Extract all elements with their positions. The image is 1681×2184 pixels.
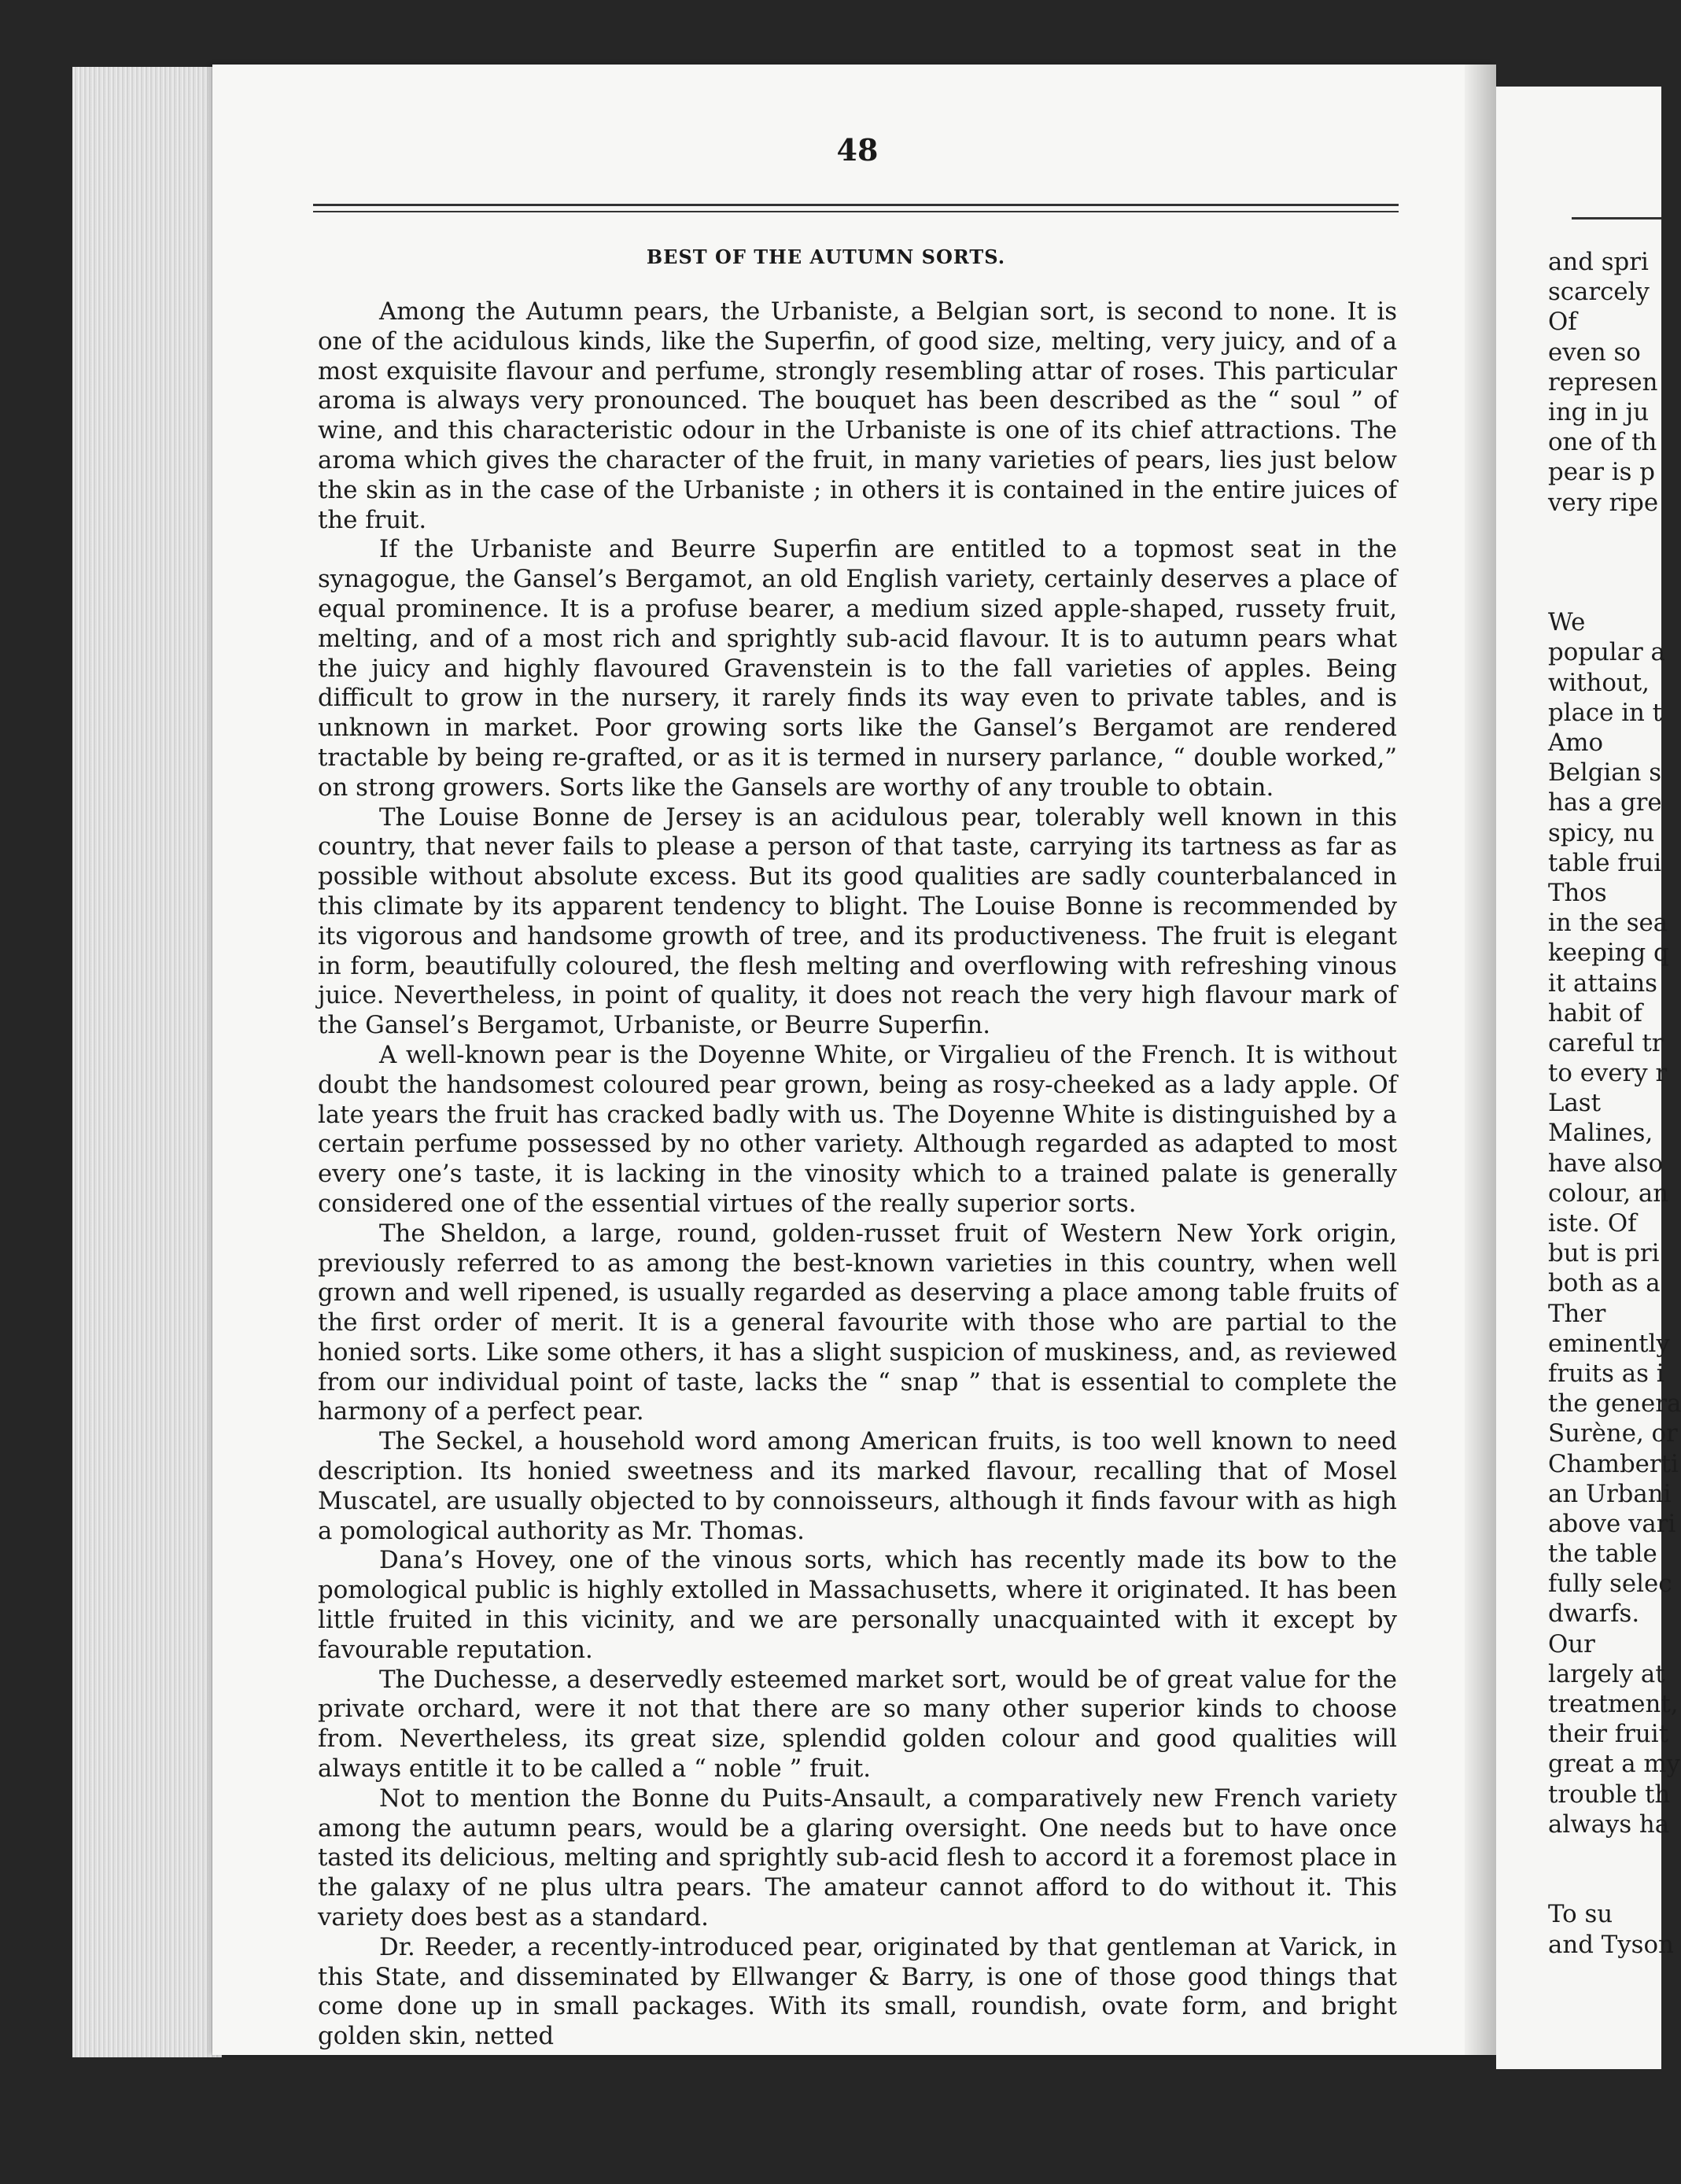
right-page-line: fully selec [1548,1570,1672,1599]
right-page-line: one of th [1548,428,1657,457]
right-page-text [1548,247,1681,1960]
right-page-line: their fruit [1548,1720,1668,1749]
right-page-line: great a my [1548,1750,1680,1779]
header-rule-bottom [313,211,1399,212]
right-page-line: dwarfs. [1548,1599,1640,1629]
right-page-line: Last [1548,1089,1601,1118]
right-page-line: treatment, [1548,1690,1679,1718]
right-page-line [1548,548,1674,577]
right-page-line: popular a [1548,638,1665,667]
right-page-line: iste. Of [1548,1209,1637,1238]
paragraph-doyenne-white: A well-known pear is the Doyenne White, or Virgalieu of the French. It is without doubt the handsomest coloured pear grown, being as rosy-cheeked as a lady apple. Of late years the fruit has cracked badly with us. The Doyenne White is distinguished by a certain perfume possessed by no other variety. Although regarded as adapted to most every one’s taste, it is lacking in the vinosity which to a trained palate is generally considered one of the essential virtues of the really superior sorts. [318,1040,1397,1218]
right-page-line [1548,1869,1674,1899]
section-title: BEST OF THE AUTUMN SORTS. [646,245,1006,268]
right-page-line: colour, an [1548,1179,1669,1208]
right-page-line: even so [1548,338,1641,367]
right-page-line: the table [1548,1540,1657,1569]
right-page-line: scarcely [1548,278,1650,307]
right-page-line: but is pri [1548,1239,1660,1268]
right-page-line: To su [1548,1900,1613,1929]
right-page-line: Belgian s [1548,758,1662,788]
right-page-line: always ha [1548,1810,1670,1839]
paragraph-sheldon: The Sheldon, a large, round, golden-russet fruit of Western New York origin, previously referred to as among the best-known varieties in this country, when well grown and well ripened, is usually regarded as deserving a place among table fruits of the first order of merit. It is a general favourite with those who are partial to the honied sorts. Like some others, it has a slight suspicion of muskiness, and, as reviewed from our individual point of taste, lacks the “ snap ” that is essential to complete the harmony of a perfect pear. [318,1219,1397,1426]
right-page-line: trouble th [1548,1780,1671,1809]
book-page-edges [72,67,222,2057]
paragraph-seckel: The Seckel, a household word among American fruits, is too well known to need description. Its honied sweetness and its marked flavour, recalling that of Mosel Muscatel, are usually objected to by connoisseurs, although it finds favour with as high a pomological authority as Mr. Thomas. [318,1427,1397,1545]
right-page-line: Our [1548,1629,1595,1658]
right-page-line: has a gre [1548,788,1662,817]
right-page-line: Malines, [1548,1119,1653,1148]
paragraph-duchesse: The Duchesse, a deservedly esteemed market sort, would be of great value for the private orchard, were it not that there are so many other superior kinds to choose from. Nevertheless, its great size, splendid golden colour and good qualities will always entitle it to be called a “ noble ” fruit. [318,1665,1397,1784]
right-page-line: without, [1548,668,1650,697]
right-page-line: largely at [1548,1659,1665,1688]
right-page-line: it attains [1548,968,1657,998]
right-page-line: and spri [1548,248,1649,276]
paragraph-urbaniste: Among the Autumn pears, the Urbaniste, a Belgian sort, is second to none. It is one of the acidulous kinds, like the Superfin, of good size, melting, very juicy, and of a most exquisite flavour and perfume, strongly resembling attar of roses. This particular aroma is always very pronounced. The bouquet has been described as the “ soul ” of wine, and this characteristic odour in the Urbaniste is one of its chief attractions. The aroma which gives the character of the fruit, in many varieties of pears, lies just below the skin as in the case of the Urbaniste ; in others it is contained in the entire juices of the fruit. [318,297,1397,534]
paragraph-danas-hovey: Dana’s Hovey, one of the vinous sorts, which has recently made its bow to the pomological public is highly extolled in Massachusetts, where it originated. It has been little fruited in this vicinity, and we are personally unacquainted with it except by favourable reputation. [318,1546,1397,1664]
right-page-line: keeping q [1548,939,1669,968]
right-page-line [1548,1839,1674,1869]
paragraph-gansels-bergamot: If the Urbaniste and Beurre Superfin are entitled to a topmost seat in the synagogue, the Gansel’s Bergamot, an old English variety, certainly deserves a place of equal prominence. It is a profuse bearer, a medium sized apple-shaped, russety fruit, melting, and of a most rich and sprightly sub-acid flavour. It is to autumn pears what the juicy and highly flavoured Gravenstein is to the fall varieties of apples. Being difficult to grow in the nursery, it rarely finds its way even to private tables, and is unknown in market. Poor growing sorts like the Gansel’s Bergamot are rendered tractable by being re-grafted, or as it is termed in nursery parlance, “ double worked,” on strong growers. Sorts like the Gansels are worthy of any trouble to obtain. [318,535,1397,802]
book-gutter [1465,65,1496,2055]
right-page-line: careful tr [1548,1028,1664,1057]
right-page-line: spicy, nu [1548,818,1655,847]
right-page-line: Ther [1548,1299,1606,1328]
right-page-line: Of [1548,308,1577,337]
paragraph-dr-reeder: Dr. Reeder, a recently-introduced pear, originated by that gentleman at Varick, in this State, and disseminated by Ellwanger & Barry, is one of those good things that come done up in small packages. With its small, roundish, ovate form, and bright golden skin, netted [318,1932,1397,2051]
right-page-header-rule [1572,217,1661,220]
right-page-line [1548,577,1674,607]
right-page-line: Surène, or [1548,1419,1678,1448]
right-page-line: We [1548,608,1586,637]
right-page-line: have also [1548,1149,1664,1178]
article-body [318,297,1397,2052]
right-page-line: and Tyson [1548,1930,1674,1959]
paragraph-bonne-du-puits-ansault: Not to mention the Bonne du Puits-Ansault, a comparatively new French variety among the autumn pears, would be a glaring oversight. One needs but to have once tasted its delicious, melting and sprightly sub-acid flesh to accord it a foremost place in the galaxy of ne plus ultra pears. The amateur cannot afford to do without it. This variety does best as a standard. [318,1784,1397,1932]
right-page-line: above vari [1548,1509,1676,1538]
right-page-line: eminently [1548,1329,1670,1358]
paragraph-louise-bonne: The Louise Bonne de Jersey is an acidulous pear, tolerably well known in this country, that never fails to please a person of that taste, carrying its tartness as far as possible without absolute excess. But its good qualities are sadly counterbalanced in this climate by its apparent tendency to blight. The Louise Bonne is recommended by its vigorous and handsome growth of tree, and its productiveness. The fruit is elegant in form, beautifully coloured, the flesh melting and overflowing with refreshing vinous juice. Nevertheless, in point of quality, it does not reach the very high flavour mark of the Gansel’s Bergamot, Urbaniste, or Beurre Superfin. [318,802,1397,1040]
right-page-line: in the sea [1548,909,1668,938]
right-page-line: represen [1548,367,1658,397]
right-page-line: Amo [1548,729,1603,757]
right-page-line: fruits as i [1548,1359,1664,1388]
right-page-line: Chamberti [1548,1449,1679,1478]
right-page-line: an Urbani [1548,1479,1672,1508]
right-page-line: habit of [1548,998,1642,1027]
right-page-line: very ripe [1548,488,1659,517]
right-page-line: Thos [1548,878,1607,907]
header-rule-top [313,204,1399,206]
right-page-line: pear is p [1548,458,1655,487]
right-page-line: the genera [1548,1389,1681,1418]
right-page-line: to every r [1548,1059,1668,1088]
right-page-line [1548,518,1674,548]
right-page-line: both as a [1548,1269,1661,1298]
right-page-line: table frui [1548,848,1662,877]
page-number: 48 [836,132,879,168]
right-page-line: place in t [1548,698,1663,727]
right-page-line: ing in ju [1548,397,1650,426]
